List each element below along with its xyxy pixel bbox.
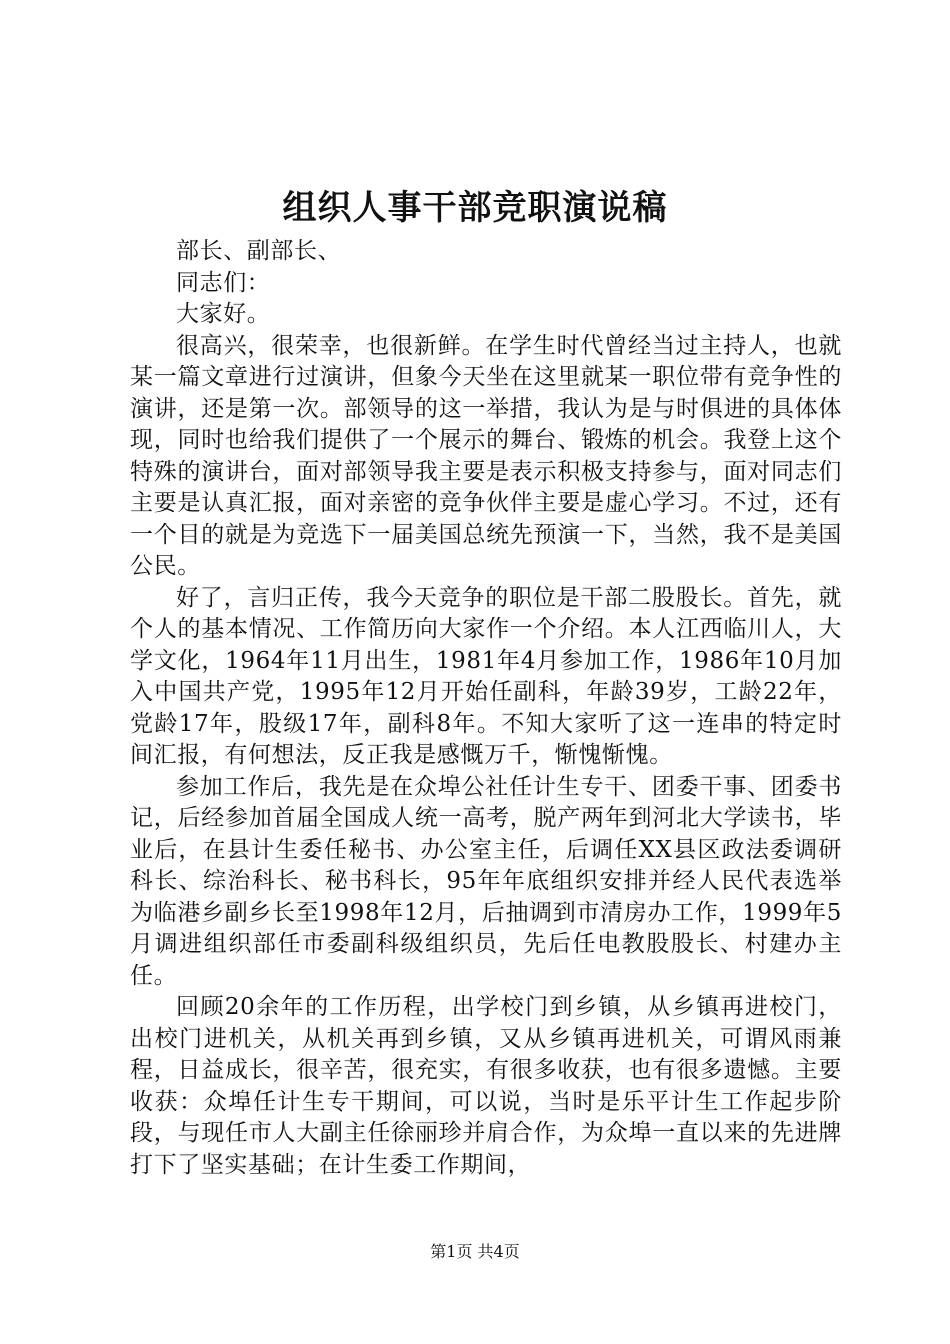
paragraph-intro: 很高兴，很荣幸，也很新鲜。在学生时代曾经当过主持人，也就某一篇文章进行过演讲，但象今天坐在这里就某一职位带有竞争性的演讲，还是第一次。部领导的这一举措，我认为是与时俱进的具体体现，同时也给我们提供了一个展示的舞台、锻炼的机会。我登上这个特殊的演讲台，面对部领导我主要是表示积极支持参与，面对同志们主要是认真汇报，面对亲密的竞争伙伴主要是虚心学习。不过，还有一个目的就是为竞选下一届美国总统先预演一下，当然，我不是美国公民。: [130, 332, 842, 579]
salutation-leaders: 部长、副部长、: [176, 238, 342, 264]
document-title: 组织人事干部竞职演说稿: [282, 188, 668, 228]
page-footer: 第1页 共4页: [430, 1242, 520, 1261]
document-body: [130, 236, 842, 1181]
paragraph-career: 参加工作后，我先是在众埠公社任计生专干、团委干事、团委书记，后经参加首届全国成人统一高考，脱产两年到河北大学读书，毕业后，在县计生委任秘书、办公室主任，后调任XX县区政法委调研科长、综治科长、秘书科长，95年年底组织安排并经人民代表选举为临港乡副乡长至1998年12月，后抽调到市清房办工作，1999年5月调进组织部任市委副科级组织员，先后任电教股股长、村建办主任。: [130, 773, 842, 989]
greeting: 大家好。: [176, 301, 271, 327]
paragraph-background: 好了，言归正传，我今天竞争的职位是干部二股股长。首先，就个人的基本情况、工作简历向大家作一个介绍。本人江西临川人，大学文化，1964年11月出生，1981年4月参加工作，1986年10月加入中国共产党，1995年12月开始任副科，年龄39岁，工龄22年，党龄17年，股级17年，副科8年。不知大家听了这一连串的特定时间汇报，有何想法，反正我是感慨万千，惭愧惭愧。: [130, 584, 842, 768]
salutation-comrades: 同志们：: [176, 269, 271, 296]
paragraph-review: 回顾20余年的工作历程，出学校门到乡镇，从乡镇再进校门，出校门进机关，从机关再到乡镇，又从乡镇再进机关，可谓风雨兼程，日益成长，很辛苦，很充实，有很多收获，也有很多遗憾。主要收获：众埠任计生专干期间，可以说，当时是乐平计生工作起步阶段，与现任市人大副主任徐丽珍并肩合作，为众埠一直以来的先进牌打下了坚实基础；在计生委工作期间，: [130, 994, 842, 1178]
